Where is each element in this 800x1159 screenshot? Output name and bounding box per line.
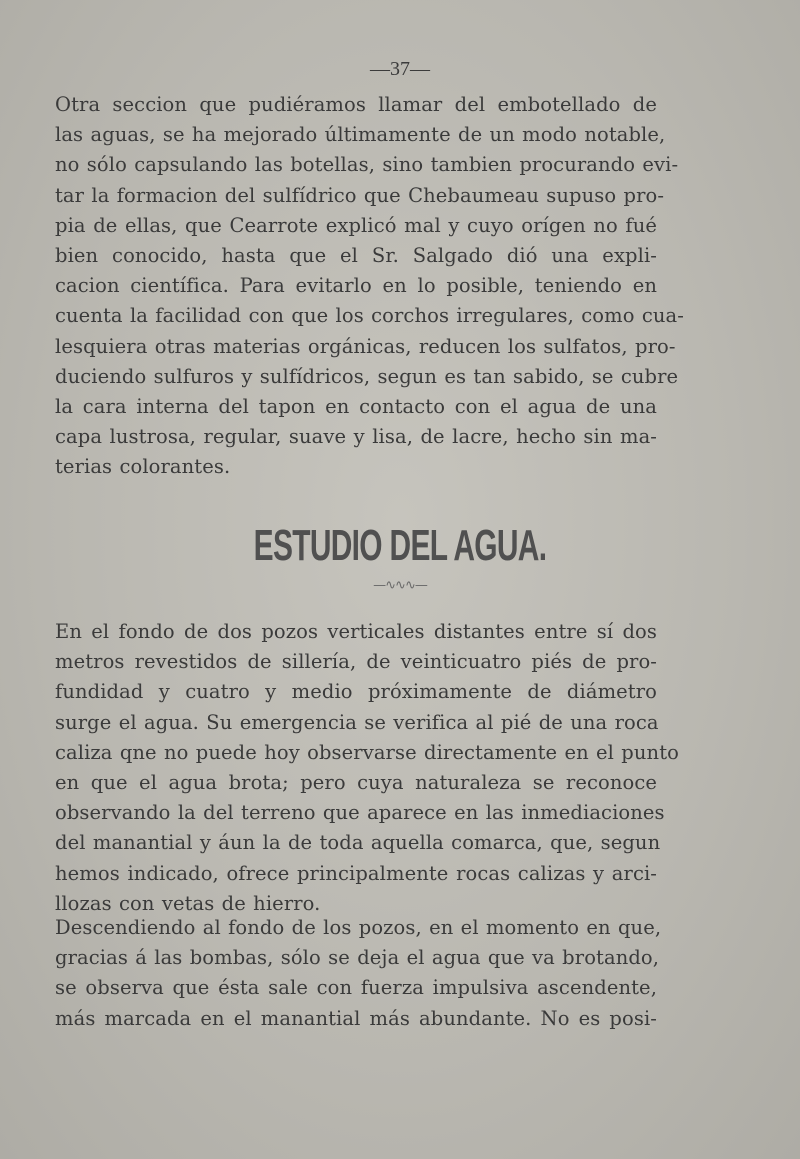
text-line: Descendiendo al fondo de los pozos, en el momento en que,	[55, 916, 662, 939]
text-line: Otra seccion que pudiéramos llamar del embotellado de	[55, 93, 657, 116]
text-line: bien conocido, hasta que el Sr. Salgado dió una expli-	[55, 243, 657, 267]
text-line: cuenta la facilidad con que los corchos irregulares, como cua-	[55, 304, 684, 328]
text-line: más marcada en el manantial más abundante. No es posi-	[55, 1006, 657, 1030]
text-line: tar la formacion del sulfídrico que Chebaumeau supuso pro-	[55, 183, 665, 207]
text-line: hemos indicado, ofrece principalmente rocas calizas y arci-	[55, 861, 657, 885]
text-line: lesquiera otras materias orgánicas, reducen los sulfatos, pro-	[55, 334, 676, 358]
text-line: capa lustrosa, regular, suave y lisa, de lacre, hecho sin ma-	[55, 425, 657, 449]
text-line: cacion científica. Para evitarlo en lo posible, teniendo en	[55, 274, 657, 298]
text-line: terias colorantes.	[55, 455, 231, 479]
text-line: las aguas, se ha mejorado últimamente de un modo notable,	[55, 123, 666, 147]
paragraph-wells	[55, 617, 679, 919]
text-line: En el fondo de dos pozos verticales distantes entre sí dos	[55, 620, 657, 643]
text-line: del manantial y áun la de toda aquella comarca, que, segun	[55, 831, 661, 855]
ornament-divider: —∿∿∿—	[373, 578, 427, 593]
text-line: observando la del terreno que aparece en las inmediaciones	[55, 801, 665, 825]
text-line: caliza qne no puede hoy observarse directamente en el punto	[55, 740, 679, 764]
text-line: llozas con vetas de hierro.	[55, 891, 321, 915]
paragraph-bottling	[55, 90, 684, 482]
text-line: no sólo capsulando las botellas, sino tambien procurando evi-	[55, 153, 679, 177]
text-line: surge el agua. Su emergencia se verifica al pié de una roca	[55, 710, 659, 734]
text-line: duciendo sulfuros y sulfídricos, segun es tan sabido, se cubre	[55, 364, 679, 388]
text-line: en que el agua brota; pero cuya naturaleza se reconoce	[55, 770, 657, 794]
text-line: la cara interna del tapon en contacto con el agua de una	[55, 394, 657, 418]
text-line: gracias á las bombas, sólo se deja el agua que va brotando,	[55, 946, 660, 970]
section-heading: ESTUDIO DEL AGUA.	[253, 521, 547, 570]
text-line: fundidad y cuatro y medio próximamente de diámetro	[55, 680, 657, 704]
text-line: se observa que ésta sale con fuerza impulsiva ascendente,	[55, 976, 657, 1000]
text-line: metros revestidos de sillería, de veinticuatro piés de pro-	[55, 650, 657, 674]
text-line: pia de ellas, que Cearrote explicó mal y cuyo orígen no fué	[55, 213, 657, 237]
paragraph-descent	[55, 913, 662, 1034]
page-number: —37—	[370, 58, 430, 80]
